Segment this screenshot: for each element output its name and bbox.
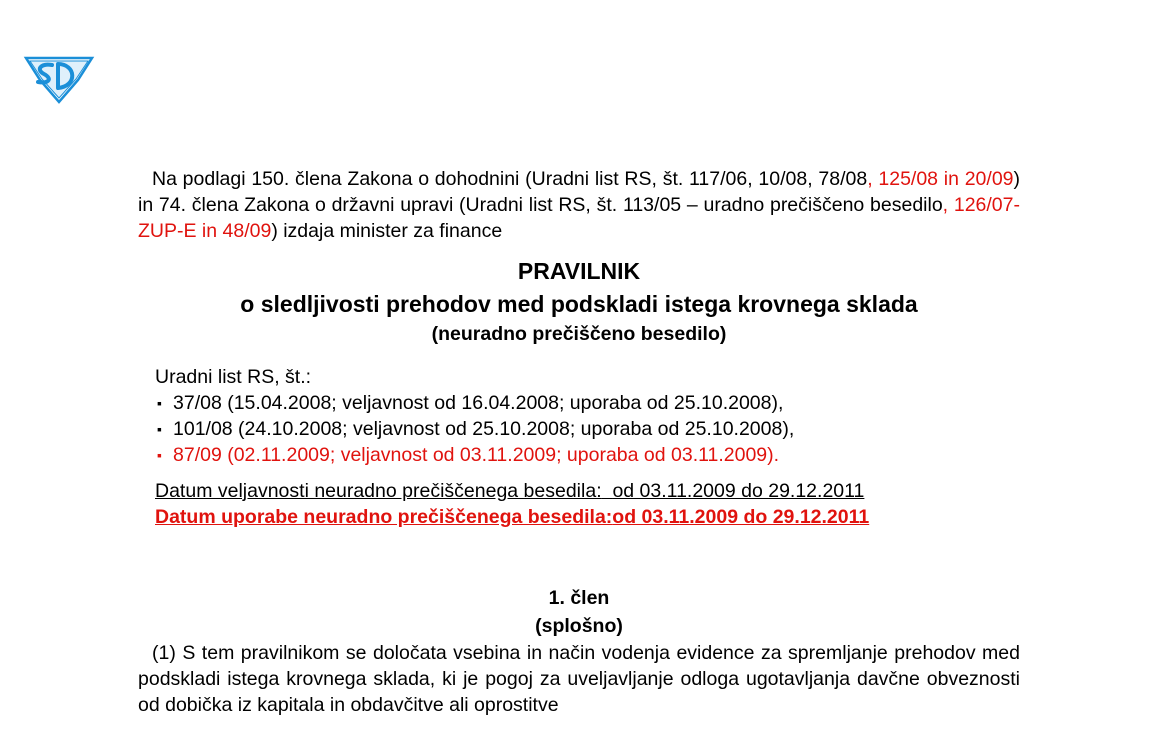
validity-line: Datum veljavnosti neuradno prečiščenega besedila: od 03.11.2009 do 29.12.2011 — [155, 480, 865, 502]
gazette-references — [155, 364, 1020, 468]
publisher-logo — [22, 50, 96, 104]
article-number: 1. člen — [548, 587, 610, 609]
validity-dates — [155, 478, 1020, 530]
gazette-item: ▪ 101/08 (24.10.2008; veljavnost od 25.10.2008; uporaba od 25.10.2008), — [157, 418, 795, 440]
gazette-item: ▪ 37/08 (15.04.2008; veljavnost od 16.04.2008; uporaba od 25.10.2008), — [157, 392, 784, 414]
bullet-icon: ▪ — [157, 421, 162, 437]
gazette-item: ▪ 87/09 (02.11.2009; veljavnost od 03.11.2009; uporaba od 03.11.2009). — [157, 444, 780, 466]
article-paragraph: (1) S tem pravilnikom se določata vsebina in način vodenja evidence za spremljanje prehodov med podskladi istega krovnega sklada, ki je pogoj za uveljavljanje odloga ugotavljanja davčne obveznosti od dobička iz kapitala in obdavčitve ali oprostitve — [138, 642, 1020, 716]
bullet-icon: ▪ — [157, 395, 162, 411]
title-note: (neuradno prečiščeno besedilo) — [431, 323, 727, 345]
title-main: PRAVILNIK — [517, 258, 641, 284]
document-page — [138, 166, 1020, 718]
title-subject: o sledljivosti prehodov med podskladi istega krovnega sklada — [240, 291, 918, 317]
application-line: Datum uporabe neuradno prečiščenega besedila:od 03.11.2009 do 29.12.2011 — [155, 506, 870, 528]
bullet-icon: ▪ — [157, 447, 162, 463]
gazette-heading: Uradni list RS, št.: — [155, 366, 312, 388]
document-title — [138, 254, 1020, 348]
article-subtitle: (splošno) — [535, 615, 623, 637]
preamble: Na podlagi 150. člena Zakona o dohodnini (Uradni list RS, št. 117/06, 10/08, 78/08, 125/08 in 20/09) in 74. člena Zakona o državni upravi (Uradni list RS, št. 113/05 – uradno prečiščeno besedilo, 126/07-ZUP-E in 48/09) izdaja minister za finance — [138, 168, 1021, 242]
article-heading — [138, 584, 1020, 640]
